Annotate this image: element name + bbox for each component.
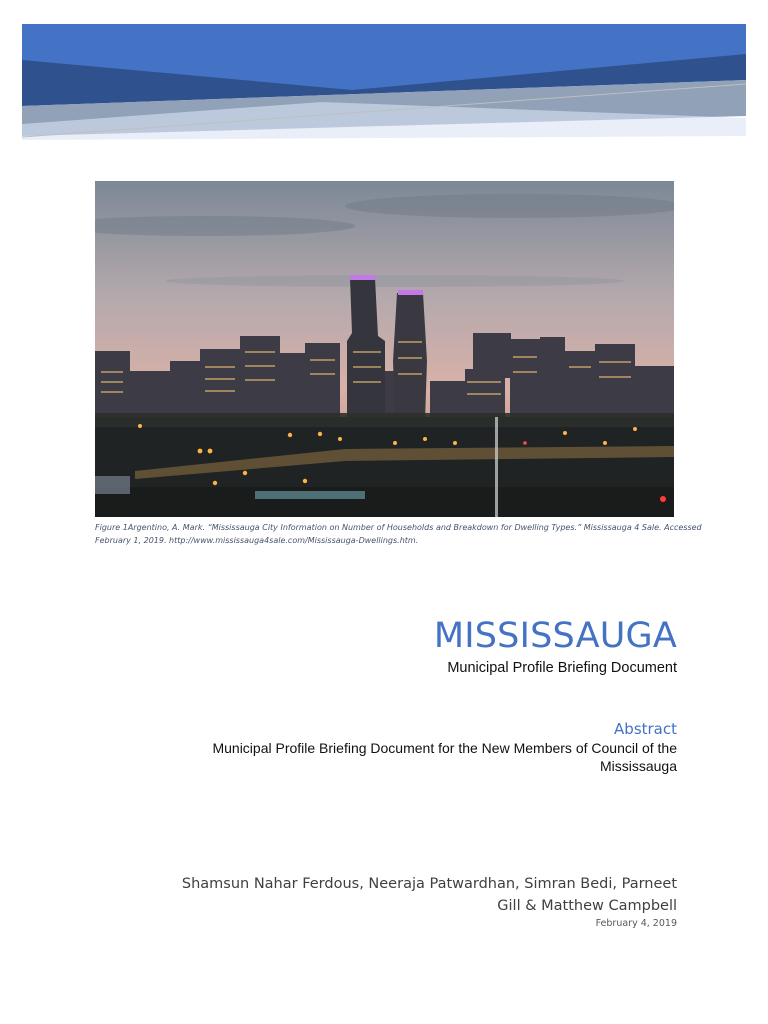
figure-caption-line1: Figure 1Argentino, A. Mark. “Mississauga City Information on Number of Households and Breakdown for Dwelling Types.” Mississauga 4 Sale. Accessed — [95, 523, 702, 532]
publication-date: February 4, 2019 — [595, 918, 677, 929]
document-subtitle: Municipal Profile Briefing Document — [447, 660, 677, 676]
authors-block — [117, 873, 677, 931]
title-block — [434, 612, 677, 676]
authors-line2: Gill & Matthew Campbell — [497, 898, 677, 914]
header-banner — [22, 24, 746, 140]
abstract-text-line2: Mississauga — [599, 758, 677, 774]
figure-caption-line2: February 1, 2019. http://www.mississauga4sale.com/Mississauga-Dwellings.htm. — [95, 536, 419, 545]
abstract-section — [197, 719, 677, 775]
document-title: MISSISSAUGA — [433, 616, 677, 656]
figure-caption — [95, 521, 702, 547]
abstract-text-line1: Municipal Profile Briefing Document for the New Members of Council of the — [212, 740, 677, 756]
authors-line1: Shamsun Nahar Ferdous, Neeraja Patwardhan, Simran Bedi, Parneet — [181, 876, 677, 892]
cover-skyline-photo — [95, 181, 674, 517]
abstract-heading: Abstract — [614, 720, 677, 738]
abstract-text — [197, 739, 677, 775]
